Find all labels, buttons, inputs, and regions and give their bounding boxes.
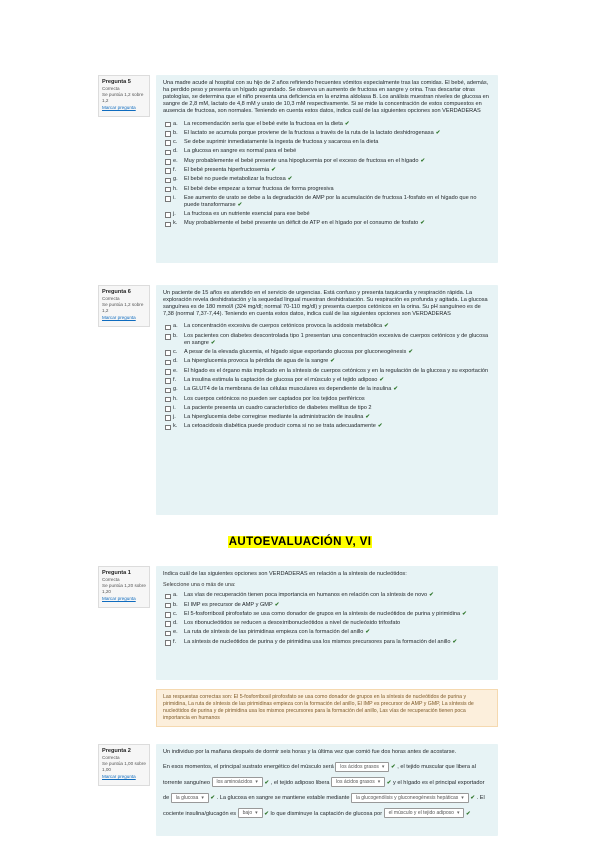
answer-options [163, 591, 491, 647]
answer-dropdown-2[interactable]: los aminoácidos ▾ [212, 777, 263, 787]
option-text: Los ribonucleótidos se reducen a desoxirribonucleótidos a nivel de nucleósido trifosfato [184, 620, 401, 627]
answer-option[interactable] [163, 628, 491, 637]
checkbox[interactable] [165, 621, 171, 627]
question-status: Correcta [102, 86, 120, 91]
option-text: La cetoacidosis diabética puede producir coma si no se trata adecuadamente ✔ [184, 423, 383, 430]
question-score: Se puntúa 1,00 sobre 1,00 [102, 761, 146, 773]
flag-question-link[interactable]: Marcar pregunta [102, 773, 136, 779]
option-text: La recomendación sería que el bebé evite la fructosa en la dieta ✔ [184, 120, 350, 127]
correct-check-icon: ✔ [237, 201, 243, 208]
question-info [98, 566, 150, 608]
checkbox[interactable] [165, 150, 171, 156]
option-letter: i. [173, 194, 176, 201]
option-text: El 5-fosforribosil pirofosfato se usa como donador de grupos en la síntesis de nucleótidos de purina y pirimidina ✔ [184, 610, 467, 617]
option-text: Los pacientes con diabetes descontrolada tipo 1 presentan una concentración excesiva de cuerpos cetónicos y de glucosa en sangre ✔ [184, 332, 489, 346]
answer-option[interactable] [163, 591, 491, 600]
answer-option[interactable] [163, 348, 491, 357]
checkbox[interactable] [165, 360, 171, 366]
option-letter: e. [173, 157, 178, 164]
answer-option[interactable] [163, 619, 491, 628]
answer-option[interactable] [163, 404, 491, 413]
question-5 [98, 75, 498, 263]
option-text: El bebé no puede metabolizar la fructosa ✔ [184, 176, 293, 183]
correct-check-icon: ✔ [452, 638, 458, 645]
feedback-box: Las respuestas correctas son: El 5-fosforribosil pirofosfato se usa como donador de grupos en la síntesis de nucleótidos de purina y pirimidina, La ruta de síntesis de las pirimidinas empieza con la formación del anillo, El IMP es precursor de AMP y GMP, La síntesis de nucleótidos de purina y de pirimidina usa los mismos precursores para la formación del anillo, Las vías de recuperación tienen poca importancia en humanos [156, 689, 498, 727]
correct-check-icon: ✔ [420, 220, 425, 227]
answer-option[interactable] [163, 394, 491, 403]
checkbox[interactable] [165, 334, 171, 340]
correct-check-icon: ✔ [393, 386, 399, 393]
checkbox[interactable] [165, 131, 171, 137]
option-letter: j. [173, 211, 176, 218]
question-1 [98, 566, 498, 680]
answer-option[interactable] [163, 413, 491, 422]
question-content [156, 566, 498, 680]
answer-option[interactable] [163, 332, 491, 348]
checkbox[interactable] [165, 378, 171, 384]
question-score: Se puntúa 1,20 sobre 1,20 [102, 583, 146, 595]
checkbox[interactable] [165, 325, 171, 331]
question-6 [98, 285, 498, 515]
option-letter: a. [173, 592, 178, 599]
answer-options [163, 322, 491, 431]
answer-option[interactable] [163, 157, 491, 166]
correct-check-icon: ✔ [379, 376, 385, 383]
checkbox[interactable] [165, 406, 171, 412]
checkbox[interactable] [165, 631, 171, 637]
option-text: Muy probablemente el bebé presente una hipoglucemia por el exceso de fructosa en el hígado ✔ [184, 157, 426, 164]
option-letter: b. [173, 129, 178, 136]
option-letter: f. [173, 638, 177, 645]
cloze-segment: , el tejido adiposo libera [270, 779, 330, 786]
question-content [156, 75, 498, 263]
question-info [98, 285, 150, 327]
option-text: El IMP es precursor de AMP y GMP ✔ [184, 601, 280, 608]
correct-check-icon: ✔ [390, 764, 396, 771]
option-letter: f. [173, 166, 177, 173]
checkbox[interactable] [165, 388, 171, 394]
option-letter: b. [173, 601, 178, 608]
answer-dropdown-4[interactable]: la glucosa ▾ [171, 793, 209, 803]
option-text: Muy probablemente el bebé presente un déficit de ATP en el hígado por el consumo de fosfato ✔ [184, 220, 425, 227]
cloze-segment: y el hígado es el principal exportador de [163, 779, 485, 802]
option-letter: b. [173, 332, 178, 339]
answer-dropdown-7[interactable]: el músculo y el tejido adiposo ▾ [384, 808, 465, 818]
checkbox[interactable] [165, 222, 171, 228]
cloze-segment: lo que disminuye la captación de glucosa por [270, 810, 383, 817]
correct-check-icon: ✔ [408, 349, 414, 356]
option-letter: c. [173, 349, 178, 356]
option-text: Las vías de recuperación tienen poca importancia en humanos en relación con la síntesis de novo ✔ [184, 592, 434, 599]
chevron-down-icon: ▾ [255, 810, 258, 817]
question-number: Pregunta 1 [102, 570, 131, 576]
option-text: La hiperglucemia provoca la pérdida de agua de la sangre ✔ [184, 358, 335, 365]
chevron-down-icon: ▾ [381, 763, 385, 770]
checkbox[interactable] [165, 196, 171, 202]
answer-option[interactable] [163, 166, 491, 175]
checkbox[interactable] [165, 369, 171, 375]
answer-option[interactable] [163, 119, 491, 128]
question-status: Correcta [102, 755, 120, 760]
answer-option[interactable] [163, 600, 491, 609]
answer-option[interactable] [163, 376, 491, 385]
answer-option[interactable] [163, 138, 491, 147]
option-text: La paciente presenta un cuadro característico de diabetes mellitus de tipo 2 [184, 404, 372, 411]
option-letter: e. [173, 367, 178, 374]
correct-check-icon: ✔ [435, 129, 441, 136]
question-score: Se puntúa 1,2 sobre 1,2 [102, 92, 144, 104]
section-title: AUTOEVALUACIÓN V, VI [228, 536, 372, 548]
option-letter: e. [173, 629, 178, 636]
option-text: El hígado es el órgano más implicado en la síntesis de cuerpos cetónicos y en la regulación de la glucosa y su exportación [184, 367, 489, 374]
question-text: Indica cuál de las siguientes opciones son VERDADERAS en relación a la síntesis de nucleótidos: [163, 571, 407, 577]
option-letter: a. [173, 120, 178, 127]
correct-check-icon: ✔ [384, 323, 389, 330]
correct-check-icon: ✔ [344, 120, 350, 127]
correct-check-icon: ✔ [462, 610, 467, 617]
correct-check-icon: ✔ [466, 810, 471, 817]
answer-option[interactable] [163, 210, 491, 219]
cloze-segment: muscular que libera al torrente sanguíneo [163, 764, 476, 786]
answer-options [163, 119, 491, 228]
question-number: Pregunta 6 [102, 289, 131, 295]
correct-check-icon: ✔ [210, 339, 216, 346]
option-text: La fructosa es un nutriente esencial para ese bebé [184, 211, 310, 218]
checkbox[interactable] [165, 603, 171, 609]
option-letter: i. [173, 404, 176, 411]
checkbox[interactable] [165, 397, 171, 403]
question-status: Correcta [102, 577, 120, 582]
flag-question-link[interactable]: Marcar pregunta [102, 314, 136, 320]
question-info [98, 75, 150, 117]
option-letter: f. [173, 376, 177, 383]
cloze-segment: . El cociente insulina/glucagón es [163, 795, 485, 817]
option-text: La insulina estimula la captación de glucosa por el músculo y el tejido adiposo ✔ [184, 376, 385, 383]
correct-check-icon: ✔ [377, 423, 383, 430]
option-text: La concentración excesiva de cuerpos cetónicos provoca la acidosis metabólica ✔ [184, 323, 389, 330]
answer-option[interactable] [163, 367, 491, 376]
question-2 [98, 744, 498, 836]
answer-option[interactable] [163, 385, 491, 394]
chevron-down-icon: ▾ [255, 779, 258, 786]
question-number: Pregunta 2 [102, 748, 131, 754]
cloze-segment: En esos momentos, el principal sustrato energético del músculo será [163, 764, 334, 771]
chevron-down-icon: ▾ [377, 779, 381, 786]
question-number: Pregunta 5 [102, 79, 131, 85]
correct-check-icon: ✔ [365, 629, 371, 636]
checkbox[interactable] [165, 122, 171, 128]
chevron-down-icon: ▾ [456, 810, 460, 817]
answer-option[interactable] [163, 129, 491, 138]
flag-question-link[interactable]: Marcar pregunta [102, 104, 136, 110]
checkbox[interactable] [165, 594, 171, 600]
chevron-down-icon: ▾ [201, 794, 204, 801]
correct-check-icon: ✔ [210, 795, 216, 802]
checkbox[interactable] [165, 350, 171, 356]
checkbox[interactable] [165, 612, 171, 618]
option-text: Se debe suprimir inmediatamente la ingesta de fructosa y sacarosa en la dieta [184, 139, 379, 146]
answer-dropdown-1[interactable]: los ácidos grasos ▾ [335, 762, 389, 772]
cloze-segment: . La glucosa en sangre se mantiene estable mediante [216, 795, 350, 802]
checkbox[interactable] [165, 187, 171, 193]
answer-option[interactable] [163, 357, 491, 366]
option-text: A pesar de la elevada glucemia, el hígado sigue exportando glucosa por gluconeogénesis ✔ [184, 349, 414, 356]
question-status: Correcta [102, 296, 120, 301]
option-letter: h. [173, 395, 178, 402]
answer-option[interactable] [163, 147, 491, 156]
checkbox[interactable] [165, 159, 171, 165]
option-letter: k. [173, 220, 178, 227]
checkbox[interactable] [165, 168, 171, 174]
answer-option[interactable] [163, 422, 491, 431]
option-letter: d. [173, 620, 178, 627]
correct-check-icon: ✔ [271, 166, 276, 173]
option-letter: k. [173, 423, 178, 430]
answer-option[interactable] [163, 322, 491, 331]
answer-dropdown-3[interactable]: los ácidos grasos ▾ [331, 777, 385, 787]
checkbox[interactable] [165, 178, 171, 184]
question-score: Se puntúa 1,2 sobre 1,2 [102, 302, 144, 314]
option-letter: d. [173, 358, 178, 365]
correct-check-icon: ✔ [429, 592, 434, 599]
question-content [156, 744, 498, 836]
option-text: La hiperglucemia debe corregirse mediante la administración de insulina ✔ [184, 414, 371, 421]
correct-check-icon: ✔ [274, 601, 280, 608]
option-letter: d. [173, 148, 178, 155]
checkbox[interactable] [165, 425, 171, 431]
option-letter: h. [173, 185, 178, 192]
option-text: La GLUT4 de la membrana de las células musculares es dependiente de la insulina ✔ [184, 386, 399, 393]
answer-option[interactable] [163, 194, 491, 210]
question-content [156, 285, 498, 515]
option-text: El bebé presenta hiperfructosemia ✔ [184, 166, 276, 173]
option-letter: c. [173, 139, 178, 146]
correct-check-icon: ✔ [386, 779, 392, 786]
correct-check-icon: ✔ [287, 176, 293, 183]
option-letter: a. [173, 323, 178, 330]
correct-check-icon: ✔ [420, 157, 426, 164]
select-instruction: Seleccione una o más de una: [163, 582, 236, 589]
option-letter: g. [173, 176, 178, 183]
option-text: La síntesis de nucleótidos de purina y de pirimidina usa los mismos precursores para la formación del anillo ✔ [184, 638, 458, 645]
answer-option[interactable] [163, 175, 491, 184]
answer-option[interactable] [163, 610, 491, 619]
checkbox[interactable] [165, 212, 171, 218]
question-text: Un individuo por la mañana después de dormir seis horas y la última vez que comió fue dos horas antes de acostarse. [163, 749, 457, 755]
answer-dropdown-6[interactable]: bajo ▾ [238, 808, 263, 818]
option-text: El bebé debe empezar a tomar fructosa de forma progresiva [184, 185, 334, 192]
correct-check-icon: ✔ [365, 414, 371, 421]
option-letter: g. [173, 386, 178, 393]
correct-check-icon: ✔ [330, 358, 335, 365]
correct-check-icon: ✔ [264, 810, 269, 817]
option-text: Ese aumento de urato se debe a la degradación de AMP por la acumulación de fructosa 1-fosfato en el hígado que no puede transformarse ✔ [184, 194, 477, 208]
option-text: La ruta de síntesis de las pirimidinas empieza con la formación del anillo ✔ [184, 629, 371, 636]
option-text: La glucosa en sangre es normal para el bebé [184, 148, 297, 155]
question-text: Un paciente de 15 años es atendido en el servicio de urgencias. Está confuso y presenta taquicardia y respiración rápida. La exploración revela deshidratación y la sequedad lingual muestran deshidratación. Su respiración es profunda y agitada. La glucosa sanguínea es de 180 mmol/l (324 mg/dl; normal 70-110 mg/dl) y presenta cuerpos cetónicos en la orina. Su pH sanguíneo es de 7,38 (normal 7,37-7,44). Teniendo en cuenta estos datos, indica cuál de las siguientes opciones son VERDADERAS [163, 290, 488, 318]
answer-option[interactable] [163, 219, 491, 228]
checkbox[interactable] [165, 415, 171, 421]
flag-question-link[interactable]: Marcar pregunta [102, 595, 136, 601]
answer-option[interactable] [163, 184, 491, 193]
question-text: Una madre acude al hospital con su hijo de 2 años refiriendo frecuentes vómitos especialmente tras las comidas. El bebé, además, ha perdido peso y presenta un hígado agrandado. Se observa un aumento de fructosa en sangre y orina. Tras descartar otras patologías, se determina que el niño presenta una deficiencia en la enzima aldolasa B. Los análisis muestran niveles de glucosa en sangre de 2,8 mM, lactato de 4,8 mM y urato de 10,3 mM respectivamente. Si se mide la concentración de estos compuestos en ausencia de fructosa, son normales. Teniendo en cuenta estos datos, indica cuál de las siguientes opciones son VERDADERAS [163, 80, 489, 115]
chevron-down-icon: ▾ [461, 794, 464, 801]
option-text: El lactato se acumula porque proviene de la fructosa a través de la ruta de la lactato deshidrogenasa ✔ [184, 129, 441, 136]
cloze-segment: , el tejido [397, 764, 420, 771]
option-text: Los cuerpos cetónicos no pueden ser captados por los tejidos periféricos [184, 395, 365, 402]
answer-option[interactable] [163, 638, 491, 647]
option-letter: j. [173, 414, 176, 421]
question-info [98, 744, 150, 786]
checkbox[interactable] [165, 140, 171, 146]
correct-check-icon: ✔ [264, 779, 270, 786]
checkbox[interactable] [165, 640, 171, 646]
answer-dropdown-5[interactable]: la glucogenólisis y gluconeogénesis hepáticas ▾ [351, 793, 469, 803]
correct-check-icon: ✔ [470, 795, 476, 802]
option-letter: c. [173, 610, 178, 617]
cloze-text [163, 760, 491, 822]
